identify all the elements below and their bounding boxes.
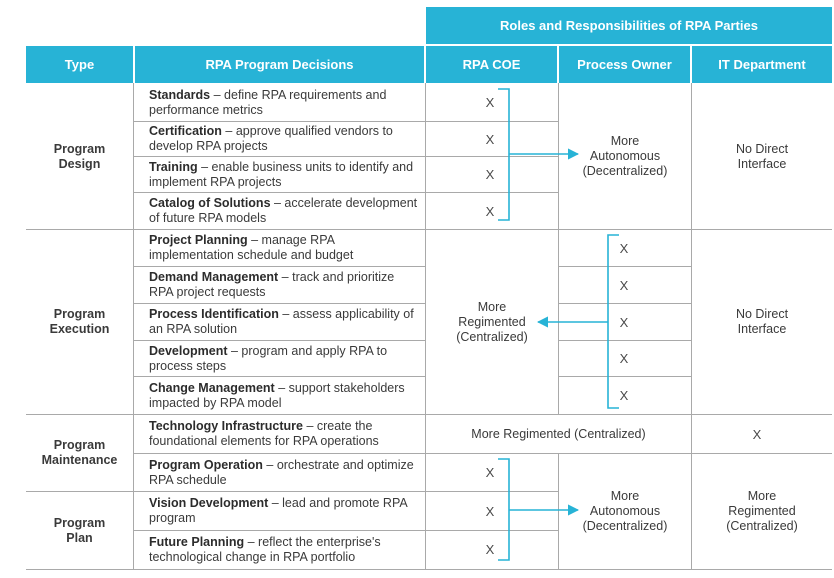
mark-change-management-owner: X: [619, 387, 629, 403]
decision-training: Training – enable business units to identify and implement RPA projects: [149, 159, 414, 189]
decision-project-planning: Project Planning – manage RPA implementation schedule and budget: [149, 233, 354, 262]
decision-program-operation: Program Operation – orchestrate and optimize RPA schedule: [149, 457, 414, 487]
decision-process-identification: Process Identification – assess applicability of an RPA solution: [149, 307, 414, 336]
decision-standards: Standards – define RPA requirements and performance metrics: [149, 87, 387, 117]
design-it-no-direct-interface: No Direct Interface: [735, 141, 789, 171]
decision-future-planning: Future Planning – reflect the enterprise's technological change in RPA portfolio: [149, 535, 381, 564]
decision-demand-management: Demand Management – track and prioritize RPA project requests: [149, 270, 395, 299]
infrastructure-regimented-span: More Regimented (Centralized): [471, 426, 646, 441]
plan-owner-autonomous: More Autonomous (Decentralized): [582, 489, 668, 533]
execution-it-no-direct-interface: No Direct Interface: [735, 307, 789, 336]
mark-standards-coe: X: [485, 94, 495, 110]
decision-catalog-of-solutions: Catalog of Solutions – accelerate development of future RPA models: [149, 196, 418, 225]
mark-development-owner: X: [619, 350, 629, 366]
design-owner-autonomous: More Autonomous (Decentralized): [582, 134, 668, 178]
mark-project-planning-owner: X: [619, 240, 629, 256]
col-header-it-department: IT Department: [692, 46, 832, 83]
type-program-maintenance: Program Maintenance: [41, 438, 118, 467]
mark-technology-infrastructure-it: X: [752, 426, 762, 442]
type-program-design: Program Design: [53, 141, 106, 171]
plan-it-regimented: More Regimented (Centralized): [726, 489, 798, 533]
mark-program-operation-coe: X: [485, 464, 495, 480]
col-header-type: Type: [26, 46, 133, 83]
decision-development: Development – program and apply RPA to process steps: [149, 343, 388, 373]
decision-technology-infrastructure: Technology Infrastructure – create the foundational elements for RPA operations: [149, 419, 379, 448]
mark-certification-coe: X: [485, 131, 495, 147]
decision-change-management: Change Management – support stakeholders impacted by RPA model: [149, 380, 405, 410]
mark-training-coe: X: [485, 166, 495, 182]
roles-group-header: Roles and Responsibilities of RPA Parties: [426, 7, 832, 44]
decision-vision-development: Vision Development – lead and promote RPA program: [149, 496, 407, 525]
mark-demand-management-owner: X: [619, 277, 629, 293]
mark-future-planning-coe: X: [485, 541, 495, 557]
execution-coe-regimented: More Regimented (Centralized): [456, 299, 528, 344]
decision-certification: Certification – approve qualified vendors to develop RPA projects: [149, 124, 393, 153]
type-program-plan: Program Plan: [53, 515, 106, 545]
mark-catalog-coe: X: [485, 203, 495, 219]
col-header-process-owner: Process Owner: [559, 46, 690, 83]
mark-vision-development-coe: X: [485, 503, 495, 519]
col-header-decisions: RPA Program Decisions: [135, 46, 424, 83]
col-header-rpa-coe: RPA COE: [426, 46, 557, 83]
type-program-execution: Program Execution: [49, 307, 110, 336]
mark-process-identification-owner: X: [619, 314, 629, 330]
